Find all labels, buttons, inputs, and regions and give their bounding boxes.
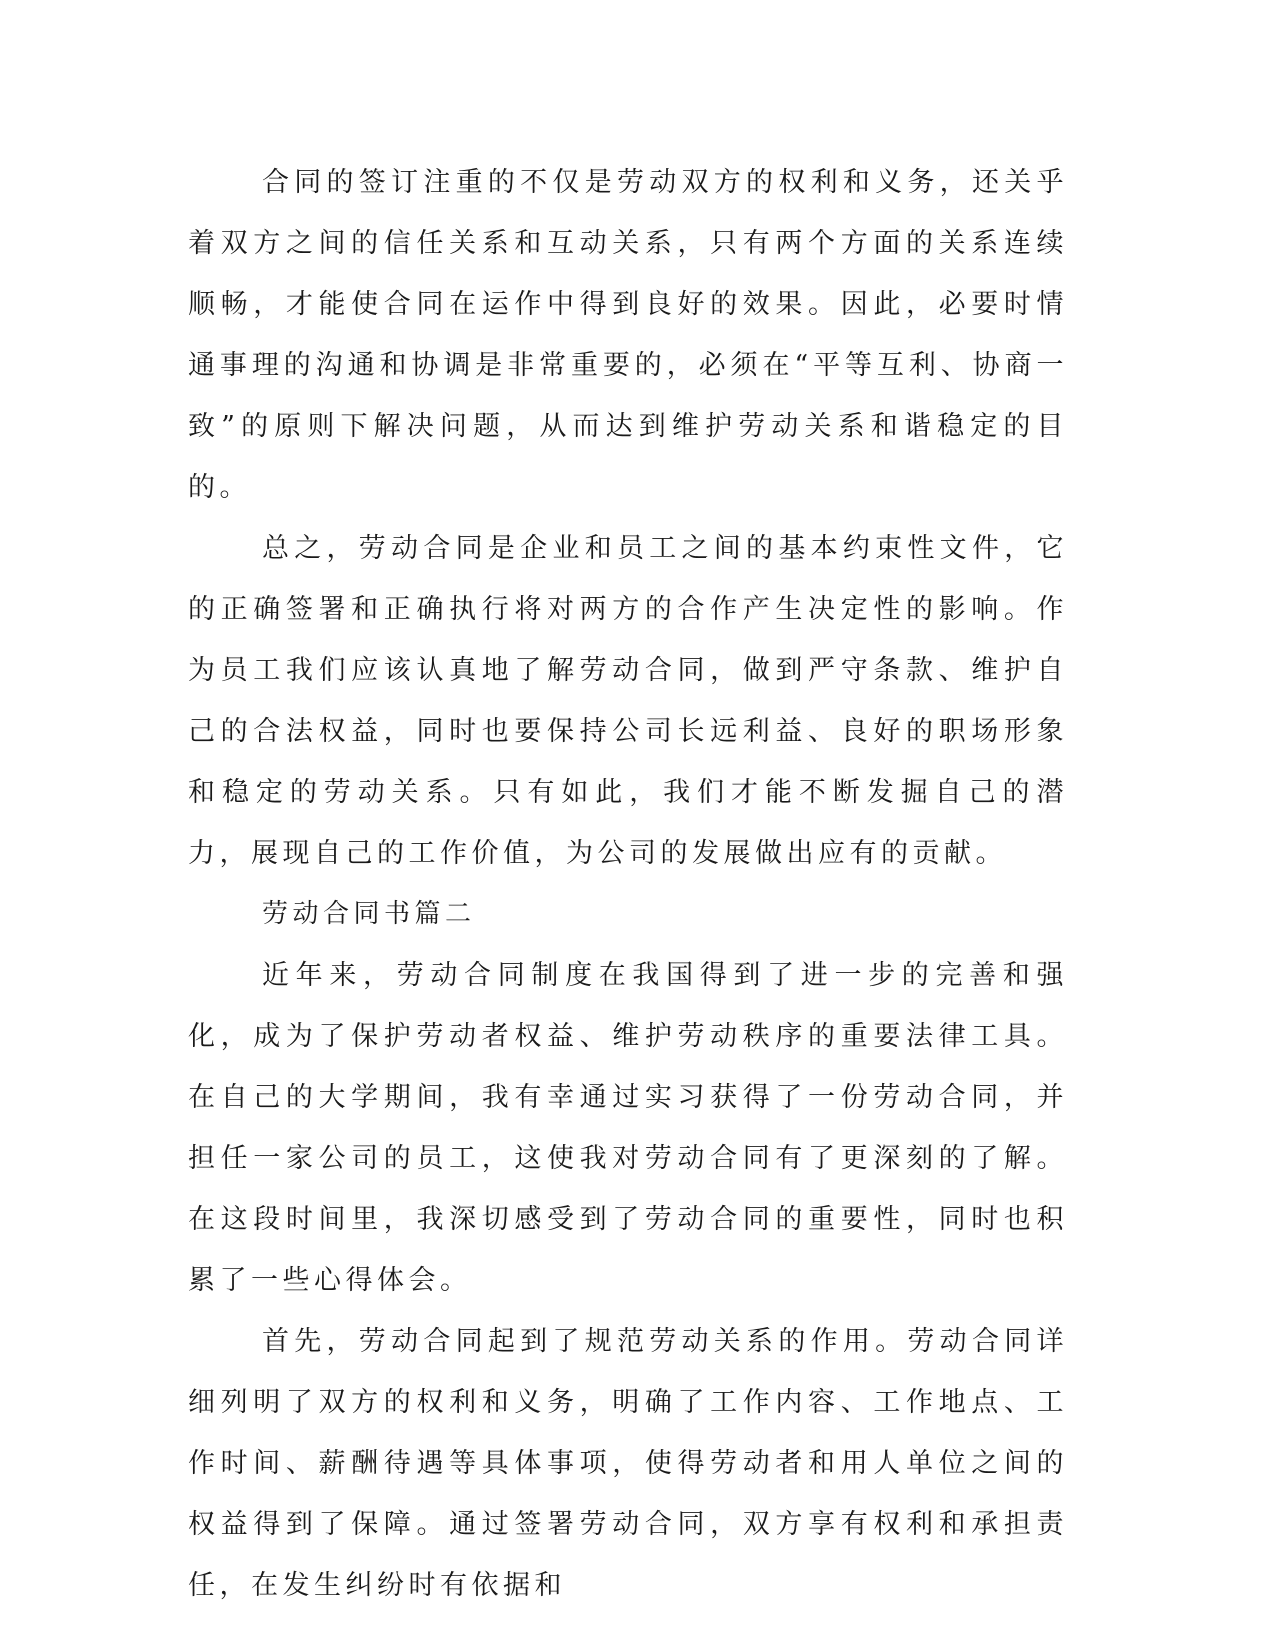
paragraph-cooperation: 合同的签订注重的不仅是劳动双方的权利和义务，还关乎着双方之间的信任关系和互动关系，只有两个方面的关系连续顺畅，才能使合同在运作中得到良好的效果。因此，必要时情通事理的沟通和协调是非常重要的，必须在“平等互利、协商一致”的原则下解决问题，从而达到维护劳动关系和谐稳定的目的。 bbox=[188, 167, 1068, 503]
document-body bbox=[188, 152, 1068, 1616]
section-title: 劳动合同书篇二 bbox=[262, 899, 476, 929]
paragraph-first-point: 首先，劳动合同起到了规范劳动关系的作用。劳动合同详细列明了双方的权利和义务，明确了工作内容、工作地点、工作时间、薪酬待遇等具体事项，使得劳动者和用人单位之间的权益得到了保障。通过签署劳动合同，双方享有权利和承担责任，在发生纠纷时有依据和 bbox=[188, 1326, 1068, 1601]
paragraph-introduction: 近年来，劳动合同制度在我国得到了进一步的完善和强化，成为了保护劳动者权益、维护劳动秩序的重要法律工具。在自己的大学期间，我有幸通过实习获得了一份劳动合同，并担任一家公司的员工，这使我对劳动合同有了更深刻的了解。在这段时间里，我深切感受到了劳动合同的重要性，同时也积累了一些心得体会。 bbox=[188, 960, 1068, 1296]
paragraph-conclusion: 总之，劳动合同是企业和员工之间的基本约束性文件，它的正确签署和正确执行将对两方的合作产生决定性的影响。作为员工我们应该认真地了解劳动合同，做到严守条款、维护自己的合法权益，同时也要保持公司长远利益、良好的职场形象和稳定的劳动关系。只有如此，我们才能不断发掘自己的潜力，展现自己的工作价值，为公司的发展做出应有的贡献。 bbox=[188, 533, 1068, 869]
